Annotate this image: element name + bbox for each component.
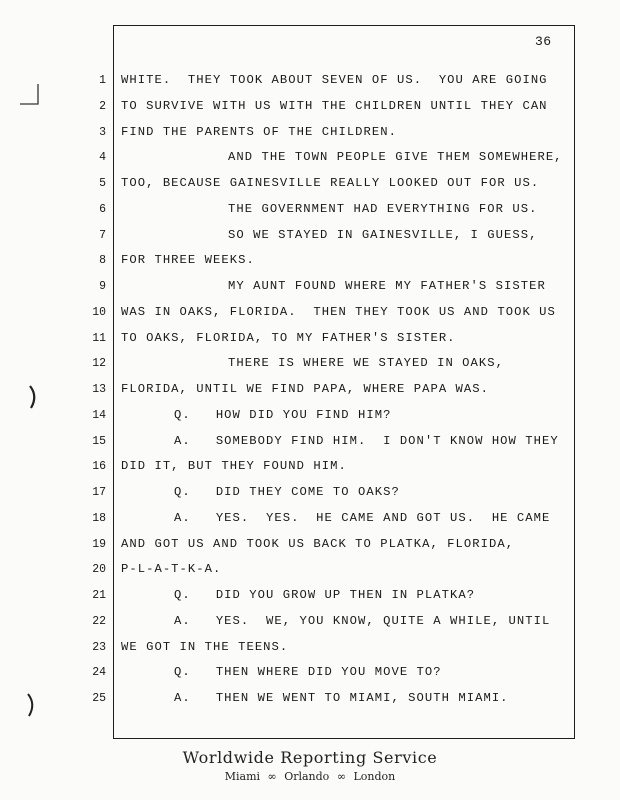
line-text: A. YES. YES. HE CAME AND GOT US. HE CAME <box>174 510 551 525</box>
footer-city: Orlando <box>284 770 330 783</box>
line-number: 21 <box>92 589 106 602</box>
line-text: FLORIDA, UNTIL WE FIND PAPA, WHERE PAPA WAS. <box>121 382 490 396</box>
footer-city: London <box>353 770 396 783</box>
transcript-line <box>0 329 620 349</box>
transcript-line <box>0 406 620 426</box>
transcript-line <box>0 174 620 194</box>
margin-bracket-mark <box>18 82 40 108</box>
punch-hole-mark <box>24 692 38 718</box>
line-number: 7 <box>99 228 106 242</box>
line-text: TO OAKS, FLORIDA, TO MY FATHER'S SISTER. <box>121 330 456 345</box>
line-number: 13 <box>92 383 106 396</box>
line-text: Q. HOW DID YOU FIND HIM? <box>174 407 392 422</box>
line-number: 8 <box>99 254 106 268</box>
line-number: 18 <box>92 511 106 525</box>
line-number: 3 <box>99 125 106 139</box>
footer-separator: ∞ <box>267 770 277 783</box>
line-text: TOO, BECAUSE GAINESVILLE REALLY LOOKED OUT FOR US. <box>121 176 540 190</box>
footer-city: Miami <box>224 770 261 783</box>
line-text: Q. THEN WHERE DID YOU MOVE TO? <box>174 665 442 680</box>
line-number: 19 <box>92 537 106 551</box>
line-number: 25 <box>92 692 106 705</box>
line-text: WHITE. THEY TOOK ABOUT SEVEN OF US. YOU ARE GOING <box>121 73 548 87</box>
transcript-line <box>0 354 620 374</box>
line-text: A. THEN WE WENT TO MIAMI, SOUTH MIAMI. <box>174 691 509 705</box>
transcript-line <box>0 560 620 580</box>
footer-company-name: Worldwide Reporting Service <box>182 748 438 767</box>
line-text: AND GOT US AND TOOK US BACK TO PLATKA, FLORIDA, <box>121 536 515 551</box>
line-text: THE GOVERNMENT HAD EVERYTHING FOR US. <box>228 201 538 216</box>
transcript-line <box>0 226 620 246</box>
punch-hole-mark <box>26 384 40 410</box>
line-text: MY AUNT FOUND WHERE MY FATHER'S SISTER <box>228 279 546 293</box>
transcript-line <box>0 457 620 477</box>
transcript-line <box>0 251 620 271</box>
footer-locations <box>0 770 620 783</box>
line-text: FIND THE PARENTS OF THE CHILDREN. <box>121 124 398 139</box>
transcript-line <box>0 535 620 555</box>
transcript-line <box>0 200 620 220</box>
line-text: WAS IN OAKS, FLORIDA. THEN THEY TOOK US AND TOOK US <box>121 304 556 319</box>
footer-separator: ∞ <box>336 770 346 783</box>
transcript-line <box>0 586 620 606</box>
line-number: 10 <box>92 305 106 319</box>
line-number: 20 <box>92 563 106 577</box>
transcript-line <box>0 689 620 709</box>
line-number: 2 <box>99 99 106 113</box>
line-number: 16 <box>92 460 106 474</box>
line-text: P-L-A-T-K-A. <box>121 562 222 577</box>
line-text: DID IT, BUT THEY FOUND HIM. <box>121 459 347 474</box>
line-number: 11 <box>92 331 106 345</box>
line-number: 1 <box>99 74 106 87</box>
line-text: Q. DID THEY COME TO OAKS? <box>174 485 400 499</box>
transcript-line <box>0 612 620 632</box>
line-text: Q. DID YOU GROW UP THEN IN PLATKA? <box>174 588 476 602</box>
line-text: AND THE TOWN PEOPLE GIVE THEM SOMEWHERE, <box>228 150 563 165</box>
transcript-line <box>0 123 620 143</box>
line-text: A. YES. WE, YOU KNOW, QUITE A WHILE, UNTIL <box>174 613 551 628</box>
line-number: 15 <box>92 434 106 448</box>
line-number: 4 <box>99 151 106 165</box>
transcript-line <box>0 71 620 91</box>
line-number: 22 <box>92 614 106 628</box>
transcript-line <box>0 483 620 503</box>
line-text: A. SOMEBODY FIND HIM. I DON'T KNOW HOW THEY <box>174 433 559 448</box>
page-number: 36 <box>535 34 552 49</box>
transcript-line <box>0 148 620 168</box>
transcript-line <box>0 277 620 297</box>
line-number: 5 <box>99 177 106 190</box>
line-number: 9 <box>99 280 106 293</box>
line-number: 23 <box>92 640 106 654</box>
line-number: 6 <box>99 202 106 216</box>
transcript-line <box>0 663 620 683</box>
line-number: 17 <box>92 486 106 499</box>
line-text: TO SURVIVE WITH US WITH THE CHILDREN UNTIL THEY CAN <box>121 98 548 113</box>
line-text: FOR THREE WEEKS. <box>121 253 255 268</box>
line-number: 24 <box>92 666 106 680</box>
line-text: SO WE STAYED IN GAINESVILLE, I GUESS, <box>228 227 538 242</box>
line-text: WE GOT IN THE TEENS. <box>121 639 289 654</box>
line-number: 14 <box>92 408 106 422</box>
transcript-line <box>0 380 620 400</box>
transcript-line <box>0 303 620 323</box>
transcript-line <box>0 97 620 117</box>
transcript-line <box>0 432 620 452</box>
line-number: 12 <box>92 357 106 371</box>
transcript-line <box>0 509 620 529</box>
transcript-line <box>0 638 620 658</box>
line-text: THERE IS WHERE WE STAYED IN OAKS, <box>228 356 505 371</box>
